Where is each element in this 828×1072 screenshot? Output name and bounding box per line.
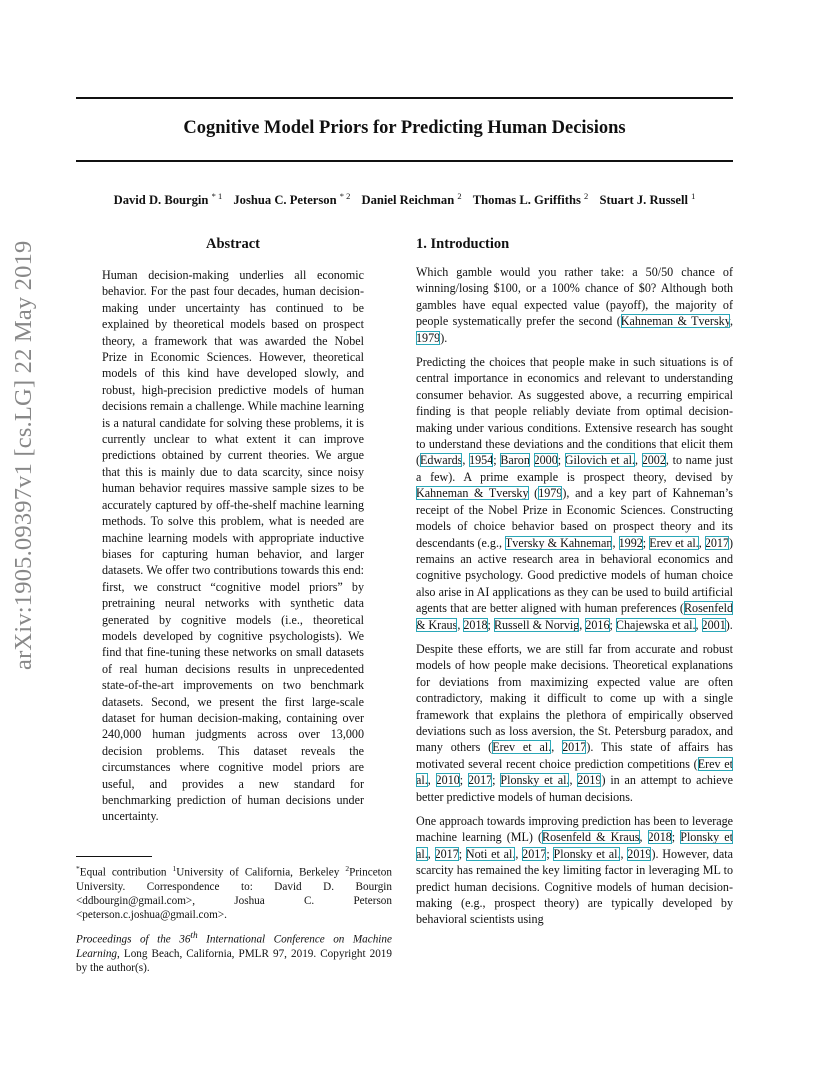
citation-link[interactable]: 2019 <box>577 773 602 788</box>
arxiv-stamp: arXiv:1905.09397v1 [cs.LG] 22 May 2019 <box>10 240 37 670</box>
citation-link[interactable]: 2017 <box>467 773 493 788</box>
citation-link[interactable]: Erev et al. <box>492 740 552 755</box>
citation-link[interactable]: 2017 <box>562 740 587 755</box>
citation-link[interactable]: Kahneman & Tversky <box>620 314 730 329</box>
citation-link[interactable]: 1992 <box>618 535 643 550</box>
citation-link[interactable]: 1954 <box>469 453 494 468</box>
citation-link[interactable]: 1979 <box>538 486 563 501</box>
citation-link[interactable]: Plonsky et al. <box>500 773 570 788</box>
affiliation-footnote: *Equal contribution $^1$University of California, Berkeley $^2$Princeton University. Correspondence to: David D. Bourgin <ddbourgin@gmail.com>, Joshua C. Peterson <peterson.c.joshua@gmail.com>. <box>76 864 392 921</box>
citation-link[interactable]: Russell & Norvig <box>493 617 580 632</box>
citation-link[interactable]: 2017 <box>434 846 459 861</box>
citation-link[interactable]: Gilovich et al. <box>564 453 635 468</box>
author: Thomas L. Griffiths $^2$ <box>472 191 589 208</box>
citation-link[interactable]: Noti et al. <box>465 846 516 861</box>
intro-paragraph-2: Predicting the choices that people make in such situations is of central importance in economics and relevant to understanding consumer behavior. As suggested above, a recurring empirical finding is that people reliably deviate from optimal decision-making under various conditions. Extensive research has sought to understand these deviations and the conditions that elicit them (Edwards, 1954; Baron 2000; Gilovich et al., 2002, to name just a few). A prime example is prospect theory, devised by Kahneman & Tversky (1979), and a key part of Kahneman’s receipt of the Nobel Prize in Economic Sciences. Constructing models of choice behavior based on prospect theory and its descendants (e.g., Tversky & Kahneman, 1992; Erev et al., 2017) remains an active research area in behavioral economics and cognitive psychology. Good predictive models of human choice also arise in AI applications as they can be used to build artificial agents that are better aligned with human preferences (Rosenfeld & Kraus, 2018; Russell & Norvig, 2016; Chajewska et al., 2001). <box>416 355 734 632</box>
citation-link[interactable]: Plonsky et al. <box>416 830 733 861</box>
intro-paragraph-4: One approach towards improving prediction has been to leverage machine learning (ML) (Rosenfeld & Kraus, 2018; Plonsky et al., 2017; Noti et al., 2017; Plonsky et al., 2019). However, data scarcity has remained the key limiting factor in leveraging ML to predict human decisions. Cognitive models of human decision-making (e.g., prospect theory) are typically developed by behavioral scientists using <box>416 814 734 927</box>
section-heading-introduction: 1. Introduction <box>416 236 510 252</box>
footnote-rule <box>76 856 152 857</box>
top-rule <box>76 97 733 99</box>
citation-link[interactable]: Chajewska et al. <box>615 617 696 632</box>
proceedings-note: Proceedings of the 36th International Conference on Machine Learning, Long Beach, California, PMLR 97, 2019. Copyright 2019 by the author(s). <box>76 931 392 974</box>
citation-link[interactable]: 2017 <box>704 535 729 550</box>
citation-link[interactable]: 2002 <box>641 453 666 468</box>
citation-link[interactable]: Tversky & Kahneman <box>504 535 613 550</box>
author-list <box>76 191 733 208</box>
abstract-body <box>102 267 364 825</box>
citation-link[interactable]: 1979 <box>416 330 441 345</box>
author: Joshua C. Peterson $^{* 2}$ <box>233 191 351 208</box>
citation-link[interactable]: Kahneman & Tversky <box>416 486 529 501</box>
citation-link[interactable]: Plonsky et al. <box>553 846 621 861</box>
title-bottom-rule <box>76 160 733 162</box>
abstract-heading: Abstract <box>206 236 260 252</box>
author: David D. Bourgin $^{* 1}$ <box>113 191 223 208</box>
intro-paragraph-3: Despite these efforts, we are still far from accurate and robust models of how people make decisions. Theoretical explanations for deviations from maximizing expected value are often contradictory, making it difficult to come up with a single framework that explains the plethora of empirically observed deviations such as loss aversion, the St. Petersburg paradox, and many others (Erev et al., 2017). This state of affairs has motivated several recent choice prediction competitions (Erev et al., 2010; 2017; Plonsky et al., 2019) in an attempt to achieve better predictive models of human decisions. <box>416 641 734 804</box>
citation-link[interactable]: 2018 <box>647 830 672 845</box>
citation-link[interactable]: Erev et al. <box>416 756 733 788</box>
citation-link[interactable]: Rosenfeld & Kraus <box>542 830 640 845</box>
citation-link[interactable]: 2017 <box>522 846 547 861</box>
author: Daniel Reichman $^2$ <box>361 191 462 208</box>
citation-link[interactable]: Baron <box>500 453 530 468</box>
citation-link[interactable]: 2010 <box>435 773 460 788</box>
citation-link[interactable]: 2000 <box>533 453 558 468</box>
citation-link[interactable]: 2001 <box>701 617 726 632</box>
citation-link[interactable]: 2019 <box>627 846 652 861</box>
citation-link[interactable]: Edwards <box>420 453 463 468</box>
paper-title: Cognitive Model Priors for Predicting Human Decisions <box>183 118 626 138</box>
citation-link[interactable]: 2016 <box>585 617 610 632</box>
citation-link[interactable]: 2018 <box>463 617 488 632</box>
citation-link[interactable]: Erev et al. <box>649 535 699 550</box>
abstract-text: Human decision-making underlies all economic behavior. For the past four decades, human decision-making under uncertainty has continued to be explained by theoretical models based on prospect theory, a framework that was awarded the Nobel Prize in Economic Sciences. However, theoretical models of this kind have developed slowly, and robust, high-precision predictive models of human decisions remain a challenge. While machine learning is a natural candidate for solving these problems, it is currently unclear to what extent it can improve predictions obtained by current theories. We argue that this is mainly due to data scarcity, since noisy human behavior requires massive sample sizes to be accurately captured by off-the-shelf machine learning methods. To solve this problem, what is needed are machine learning models with appropriate inductive biases for capturing human behavior, and larger datasets. We offer two contributions towards this end: first, we construct “cognitive model priors” by pretraining neural networks with synthetic data generated by cognitive models (i.e., theoretical models developed by cognitive psychologists). We find that fine-tuning these networks on small datasets of real human decisions results in unprecedented state-of-the-art improvements on two benchmark datasets. Second, we present the first large-scale dataset for human decision-making, containing over 240,000 human judgments across over 13,000 decision problems. This dataset reveals the circumstances where cognitive model priors are useful, and provides a new standard for benchmarking prediction of human decisions under uncertainty. <box>102 268 364 824</box>
introduction-body <box>416 264 733 936</box>
author: Stuart J. Russell $^1$ <box>599 191 696 208</box>
intro-paragraph-1: Which gamble would you rather take: a 50/50 chance of winning/losing $100, or a 100% chance of $0? Although both gambles have equal expected value (payoff), the majority of people systematically prefer the second (Kahneman & Tversky, 1979). <box>416 265 733 345</box>
citation-link[interactable]: Rosenfeld & Kraus <box>416 601 733 632</box>
